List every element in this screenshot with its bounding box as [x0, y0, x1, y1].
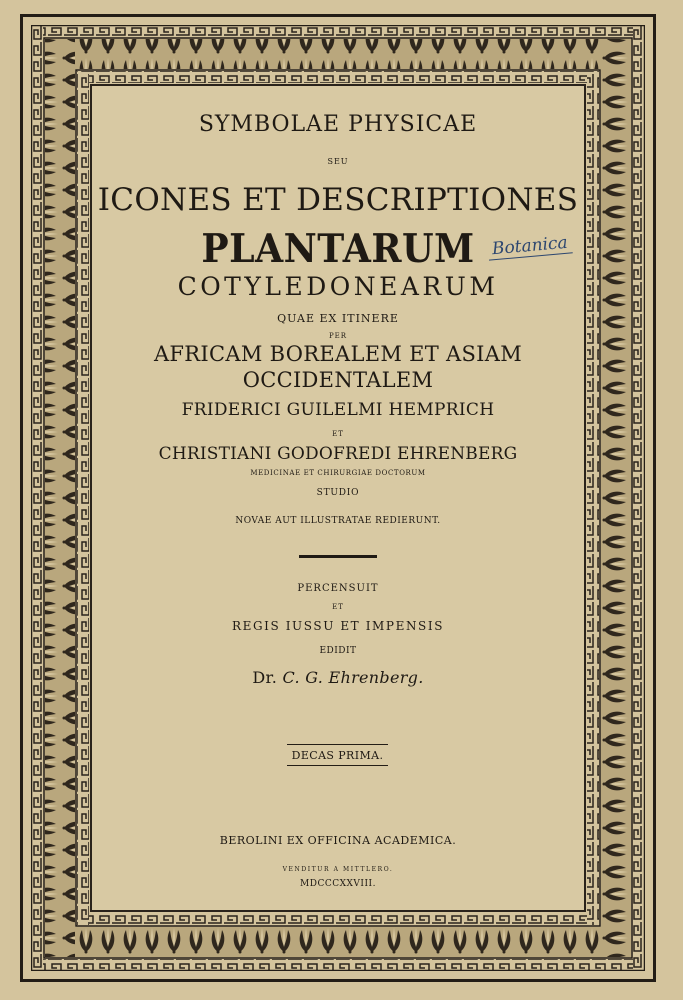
publisher-line: BEROLINI EX OFFICINA ACADEMICA.: [219, 834, 457, 847]
regis-line: REGIS IUSSU ET IMPENSIS: [231, 619, 445, 633]
editor-name: C. G. Ehrenberg.: [282, 668, 424, 687]
per-label: PER: [328, 332, 348, 340]
main-title-plantarum: PLANTARUM: [201, 226, 475, 272]
main-title-line-1: ICONES ET DESCRIPTIONES: [97, 182, 579, 218]
editor-line: [90, 668, 586, 687]
et-label-1: ET: [332, 430, 344, 438]
editor-prefix: Dr.: [252, 668, 278, 687]
title-block: [90, 84, 586, 912]
region-line-1: AFRICAM BOREALEM ET ASIAM: [153, 342, 523, 366]
handwritten-annotation: Botanica: [487, 232, 572, 260]
publication-year: MDCCCXXVIII.: [300, 879, 376, 889]
seu-label: SEU: [327, 157, 349, 166]
percensuit-label: PERCENSUIT: [297, 583, 379, 594]
authors-degree: MEDICINAE ET CHIRURGIAE DOCTORUM: [250, 469, 426, 477]
novae-line: NOVAE AUT ILLUSTRATAE REDIERUNT.: [235, 516, 441, 526]
region-line-2: OCCIDENTALEM: [242, 368, 434, 392]
et-label-2: ET: [332, 603, 344, 611]
author-ehrenberg: CHRISTIANI GODOFREDI EHRENBERG: [158, 444, 518, 464]
quae-ex-itinere: QUAE EX ITINERE: [277, 312, 399, 325]
studio-label: STUDIO: [316, 488, 360, 498]
decas-label: DECAS PRIMA.: [287, 744, 388, 766]
venditur-line: VENDITUR A MITTLERO.: [282, 866, 394, 873]
author-hemprich: FRIDERICI GUILELMI HEMPRICH: [181, 400, 495, 420]
main-title-cotyledonearum: COTYLEDONEARUM: [177, 272, 499, 301]
separator-rule: [299, 555, 377, 558]
edidit-label: EDIDIT: [319, 646, 357, 656]
series-title: SYMBOLAE PHYSICAE: [198, 112, 478, 137]
